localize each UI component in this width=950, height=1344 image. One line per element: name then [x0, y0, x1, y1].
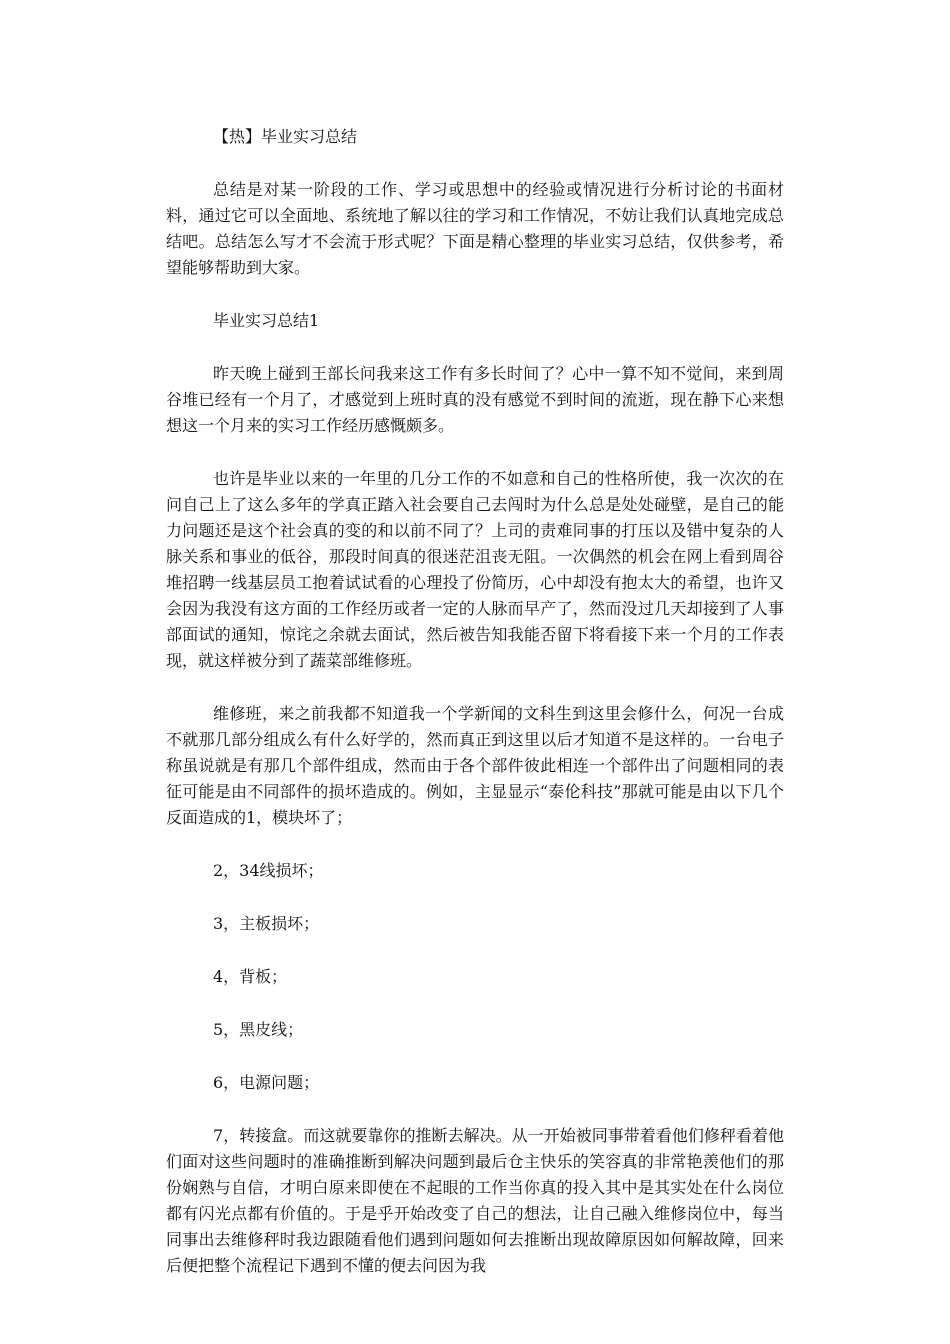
body-paragraph: 维修班，来之前我都不知道我一个学新闻的文科生到这里会修什么，何况一台成不就那几部分组成么有什么好学的，然而真正到这里以后才知道不是这样的。一台电子称虽说就是有那几个部件组成，然而由于各个部件彼此相连一个部件出了问题相同的表征可能是由不同部件的损坏造成的。例如，主显显示“泰伦科技”那就可能是由以下几个反面造成的1，模块坏了；	[166, 704, 784, 827]
list-item: 5，黑皮线；	[213, 1020, 304, 1039]
intro-paragraph: 总结是对某一阶段的工作、学习或思想中的经验或情况进行分析讨论的书面材料，通过它可以全面地、系统地了解以往的学习和工作情况，不妨让我们认真地完成总结吧。总结怎么写才不会流于形式呢？下面是精心整理的毕业实习总结，仅供参考，希望能够帮助到大家。	[166, 180, 784, 277]
list-item: 4，背板；	[213, 967, 288, 986]
document-title: 【热】毕业实习总结	[213, 127, 358, 146]
body-paragraph: 昨天晚上碰到王部长问我来这工作有多长时间了？心中一算不知不觉间，来到周谷堆已经有一个月了，才感觉到上班时真的没有感觉不到时间的流逝，现在静下心来想想这一个月来的实习工作经历感慨颇多。	[166, 364, 784, 435]
section-heading: 毕业实习总结1	[213, 311, 320, 330]
document-body	[166, 124, 784, 1279]
list-item: 6，电源问题；	[213, 1073, 320, 1092]
list-item: 3，主板损坏；	[213, 914, 320, 933]
body-paragraph: 也许是毕业以来的一年里的几分工作的不如意和自己的性格所使，我一次次的在问自己上了这么多年的学真正踏入社会要自己去闯时为什么总是处处碰壁，是自己的能力问题还是这个社会真的变的和以前不同了？上司的责难同事的打压以及错中复杂的人脉关系和事业的低谷，那段时间真的很迷茫沮丧无阻。一次偶然的机会在网上看到周谷堆招聘一线基层员工抱着试试看的心理投了份简历，心中却没有抱太大的希望，也许又会因为我没有这方面的工作经历或者一定的人脉而早产了，然而没过几天却接到了人事部面试的通知，惊诧之余就去面试，然后被告知我能否留下将看接下来一个月的工作表现，就这样被分到了蔬菜部维修班。	[166, 469, 784, 670]
body-paragraph: 7，转接盒。而这就要靠你的推断去解决。从一开始被同事带着看他们修秤看着他们面对这些问题时的准确推断到解决问题到最后仓主快乐的笑容真的非常艳羡他们的那份娴熟与自信，才明白原来即使在不起眼的工作当你真的投入其中是其实处在什么岗位都有闪光点都有价值的。于是乎开始改变了自己的想法，让自己融入维修岗位中，每当同事出去维修秤时我边跟随看他们遇到问题如何去推断出现故障原因如何解故障，回来后便把整个流程记下遇到不懂的便去问因为我	[166, 1126, 784, 1275]
list-item: 2，34线损坏；	[213, 861, 324, 880]
